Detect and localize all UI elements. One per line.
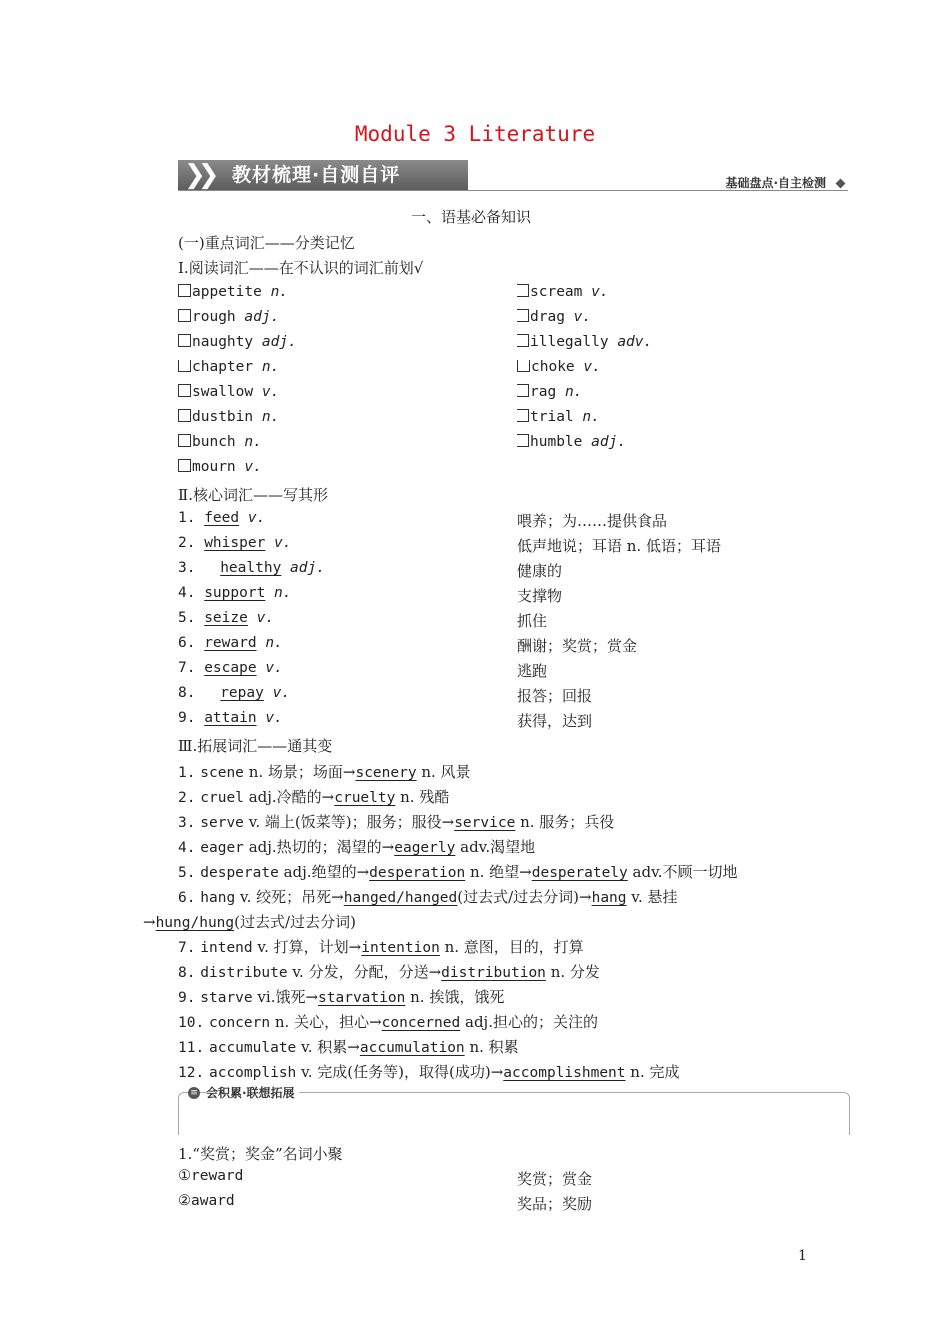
checkbox-icon[interactable] (517, 309, 529, 322)
chevron-right-icon: ❯❯ (184, 160, 212, 190)
expand-item: 11. accumulate v. 积累→accumulation n. 积累 (178, 1038, 519, 1056)
reading-item[interactable]: bunch n. (178, 434, 262, 450)
checkbox-icon[interactable] (178, 459, 191, 472)
part2-title: Ⅱ.核心词汇——写其形 (178, 486, 328, 504)
core-item: 9. attain v. (178, 710, 283, 726)
checkbox-icon[interactable] (178, 360, 191, 372)
expand-item: 1. scene n. 场景；场面→scenery n. 风景 (178, 763, 471, 781)
core-item: 8. repay v. (178, 685, 291, 701)
noun-group-word: ②award (178, 1193, 235, 1209)
section-banner (178, 158, 848, 194)
reading-item[interactable]: humble adj. (517, 434, 626, 450)
expand-item: 3. serve v. 端上(饭菜等)；服务；服役→service n. 服务；兵役 (178, 813, 615, 831)
core-meaning: 支撑物 (517, 587, 563, 605)
expand-item: 5. desperate adj.绝望的→desperation n. 绝望→desperately adv.不顾一切地 (178, 863, 738, 881)
core-meaning: 获得，达到 (517, 712, 593, 730)
expand-item: 4. eager adj.热切的；渴望的→eagerly adv.渴望地 (178, 838, 536, 856)
expand-item: 8. distribute v. 分发，分配，分送→distribution n. 分发 (178, 963, 600, 981)
sub-title: (一)重点词汇——分类记忆 (178, 234, 355, 252)
expand-item: 6. hang v. 绞死；吊死→hanged/hanged(过去式/过去分词)→hang v. 悬挂 (178, 888, 678, 906)
reading-item[interactable]: swallow v. (178, 384, 279, 400)
part1-title: Ⅰ.阅读词汇——在不认识的词汇前划√ (178, 259, 424, 277)
core-meaning: 喂养；为……提供食品 (517, 512, 668, 530)
noun-group-meaning: 奖品；奖励 (517, 1195, 593, 1213)
core-item: 7. escape v. (178, 660, 283, 676)
checkbox-icon[interactable] (178, 434, 191, 447)
page-number: 1 (798, 1248, 807, 1264)
expand-item: 2. cruel adj.冷酷的→cruelty n. 残酷 (178, 788, 450, 806)
core-item: 4. support n. (178, 585, 292, 601)
reading-item[interactable]: rag n. (517, 384, 582, 400)
reading-item[interactable]: naughty adj. (178, 334, 297, 350)
book-icon: ≡ (188, 1087, 200, 1099)
checkbox-icon[interactable] (178, 384, 191, 397)
reading-item[interactable]: rough adj. (178, 309, 279, 325)
core-item: 2. whisper v. (178, 535, 292, 551)
reading-item[interactable]: choke v. (517, 359, 601, 375)
core-meaning: 酬谢；奖赏；赏金 (517, 637, 638, 655)
part3-title: Ⅲ.拓展词汇——通其变 (178, 737, 333, 755)
reading-item[interactable]: trial n. (517, 409, 600, 425)
noun-group-meaning: 奖赏；赏金 (517, 1170, 593, 1188)
page-title: Module 3 Literature (354, 122, 596, 146)
reading-item[interactable]: drag v. (517, 309, 591, 325)
core-item: 3. healthy adj. (178, 560, 325, 576)
checkbox-icon[interactable] (517, 334, 529, 347)
core-meaning: 抓住 (517, 612, 548, 630)
reading-item[interactable]: dustbin n. (178, 409, 279, 425)
core-meaning: 低声地说；耳语 n. 低语；耳语 (517, 537, 721, 555)
banner-right-text: 基础盘点·自主检测 (725, 176, 826, 190)
reading-item[interactable]: illegally adv. (517, 334, 652, 350)
checkbox-icon[interactable] (517, 384, 529, 397)
reading-item[interactable]: appetite n. (178, 284, 288, 300)
checkbox-icon[interactable] (517, 360, 530, 372)
core-item: 5. seize v. (178, 610, 275, 626)
expand-item-continued: →hung/hung(过去式/过去分词) (143, 913, 356, 931)
banner-left-text: 教材梳理·自测自评 (232, 164, 401, 186)
core-meaning: 健康的 (517, 562, 563, 580)
core-item: 1. feed v. (178, 510, 266, 526)
checkbox-icon[interactable] (178, 409, 191, 422)
noun-group-title: 1.“奖赏；奖金”名词小聚 (178, 1145, 343, 1163)
reading-item[interactable]: chapter n. (178, 359, 279, 375)
section-title: 一、语基必备知识 (411, 208, 532, 226)
checkbox-icon[interactable] (517, 434, 529, 447)
expand-item: 7. intend v. 打算，计划→intention n. 意图，目的，打算 (178, 938, 584, 956)
tip-label: 会积累·联想拓展 (206, 1084, 299, 1101)
core-meaning: 逃跑 (517, 662, 548, 680)
checkbox-icon[interactable] (178, 334, 191, 347)
core-item: 6. reward n. (178, 635, 283, 651)
noun-group-word: ①reward (178, 1168, 244, 1184)
diamond-icon (836, 179, 846, 189)
reading-item[interactable]: mourn v. (178, 459, 262, 475)
checkbox-icon[interactable] (517, 409, 529, 422)
checkbox-icon[interactable] (178, 309, 191, 322)
checkbox-icon[interactable] (178, 284, 191, 297)
expand-item: 9. starve vi.饿死→starvation n. 挨饿，饿死 (178, 988, 505, 1006)
expand-item: 12. accomplish v. 完成(任务等)，取得(成功)→accomplishment n. 完成 (178, 1063, 680, 1081)
reading-item[interactable]: scream v. (517, 284, 609, 300)
checkbox-icon[interactable] (517, 284, 529, 297)
expand-item: 10. concern n. 关心，担心→concerned adj.担心的；关注的 (178, 1013, 598, 1031)
core-meaning: 报答；回报 (517, 687, 593, 705)
